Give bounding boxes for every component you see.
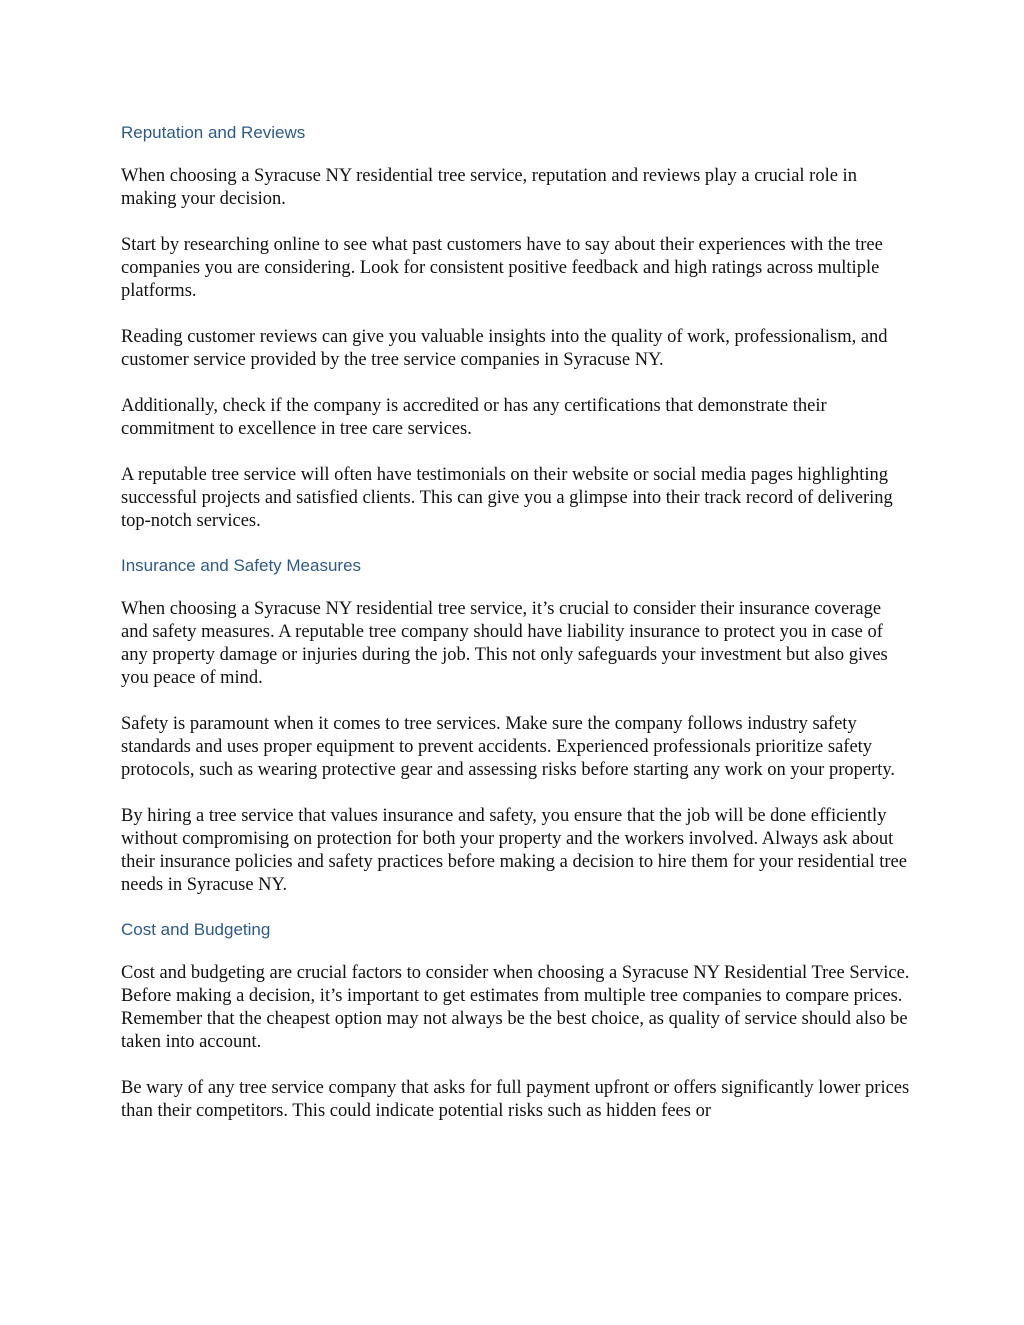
paragraph: When choosing a Syracuse NY residential tree service, it’s crucial to consider their insurance coverage and safety measures. A reputable tree company should have liability insurance to protect you in case of any property damage or injuries during the job. This not only safeguards your investment but also gives you peace of mind.	[121, 599, 888, 688]
paragraph: Additionally, check if the company is accredited or has any certifications that demonstrate their commitment to excellence in tree care services.	[121, 396, 827, 439]
paragraph: Safety is paramount when it comes to tree services. Make sure the company follows industry safety standards and uses proper equipment to prevent accidents. Experienced professionals prioritize safety protocols, such as wearing protective gear and assessing risks before starting any work on your property.	[121, 714, 896, 780]
section-heading-insurance: Insurance and Safety Measures	[121, 556, 362, 575]
section-heading-reputation: Reputation and Reviews	[121, 123, 306, 142]
paragraph: A reputable tree service will often have testimonials on their website or social media pages highlighting successful projects and satisfied clients. This can give you a glimpse into their track record of delivering top-notch services.	[121, 465, 893, 531]
paragraph: When choosing a Syracuse NY residential tree service, reputation and reviews play a crucial role in making your decision.	[121, 166, 857, 209]
paragraph: Be wary of any tree service company that asks for full payment upfront or offers significantly lower prices than their competitors. This could indicate potential risks such as hidden fees or	[121, 1078, 910, 1121]
paragraph: Start by researching online to see what past customers have to say about their experiences with the tree companies you are considering. Look for consistent positive feedback and high ratings across multiple platforms.	[121, 235, 883, 301]
document-body	[121, 119, 911, 1146]
paragraph: Reading customer reviews can give you valuable insights into the quality of work, professionalism, and customer service provided by the tree service companies in Syracuse NY.	[121, 327, 888, 370]
section-heading-cost: Cost and Budgeting	[121, 920, 271, 939]
paragraph: By hiring a tree service that values insurance and safety, you ensure that the job will be done efficiently without compromising on protection for both your property and the workers involved. Always ask about their insurance policies and safety practices before making a decision to hire them for your residential tree needs in Syracuse NY.	[121, 806, 907, 895]
paragraph: Cost and budgeting are crucial factors to consider when choosing a Syracuse NY Residential Tree Service. Before making a decision, it’s important to get estimates from multiple tree companies to compare prices. Remember that the cheapest option may not always be the best choice, as quality of service should also be taken into account.	[121, 963, 910, 1052]
